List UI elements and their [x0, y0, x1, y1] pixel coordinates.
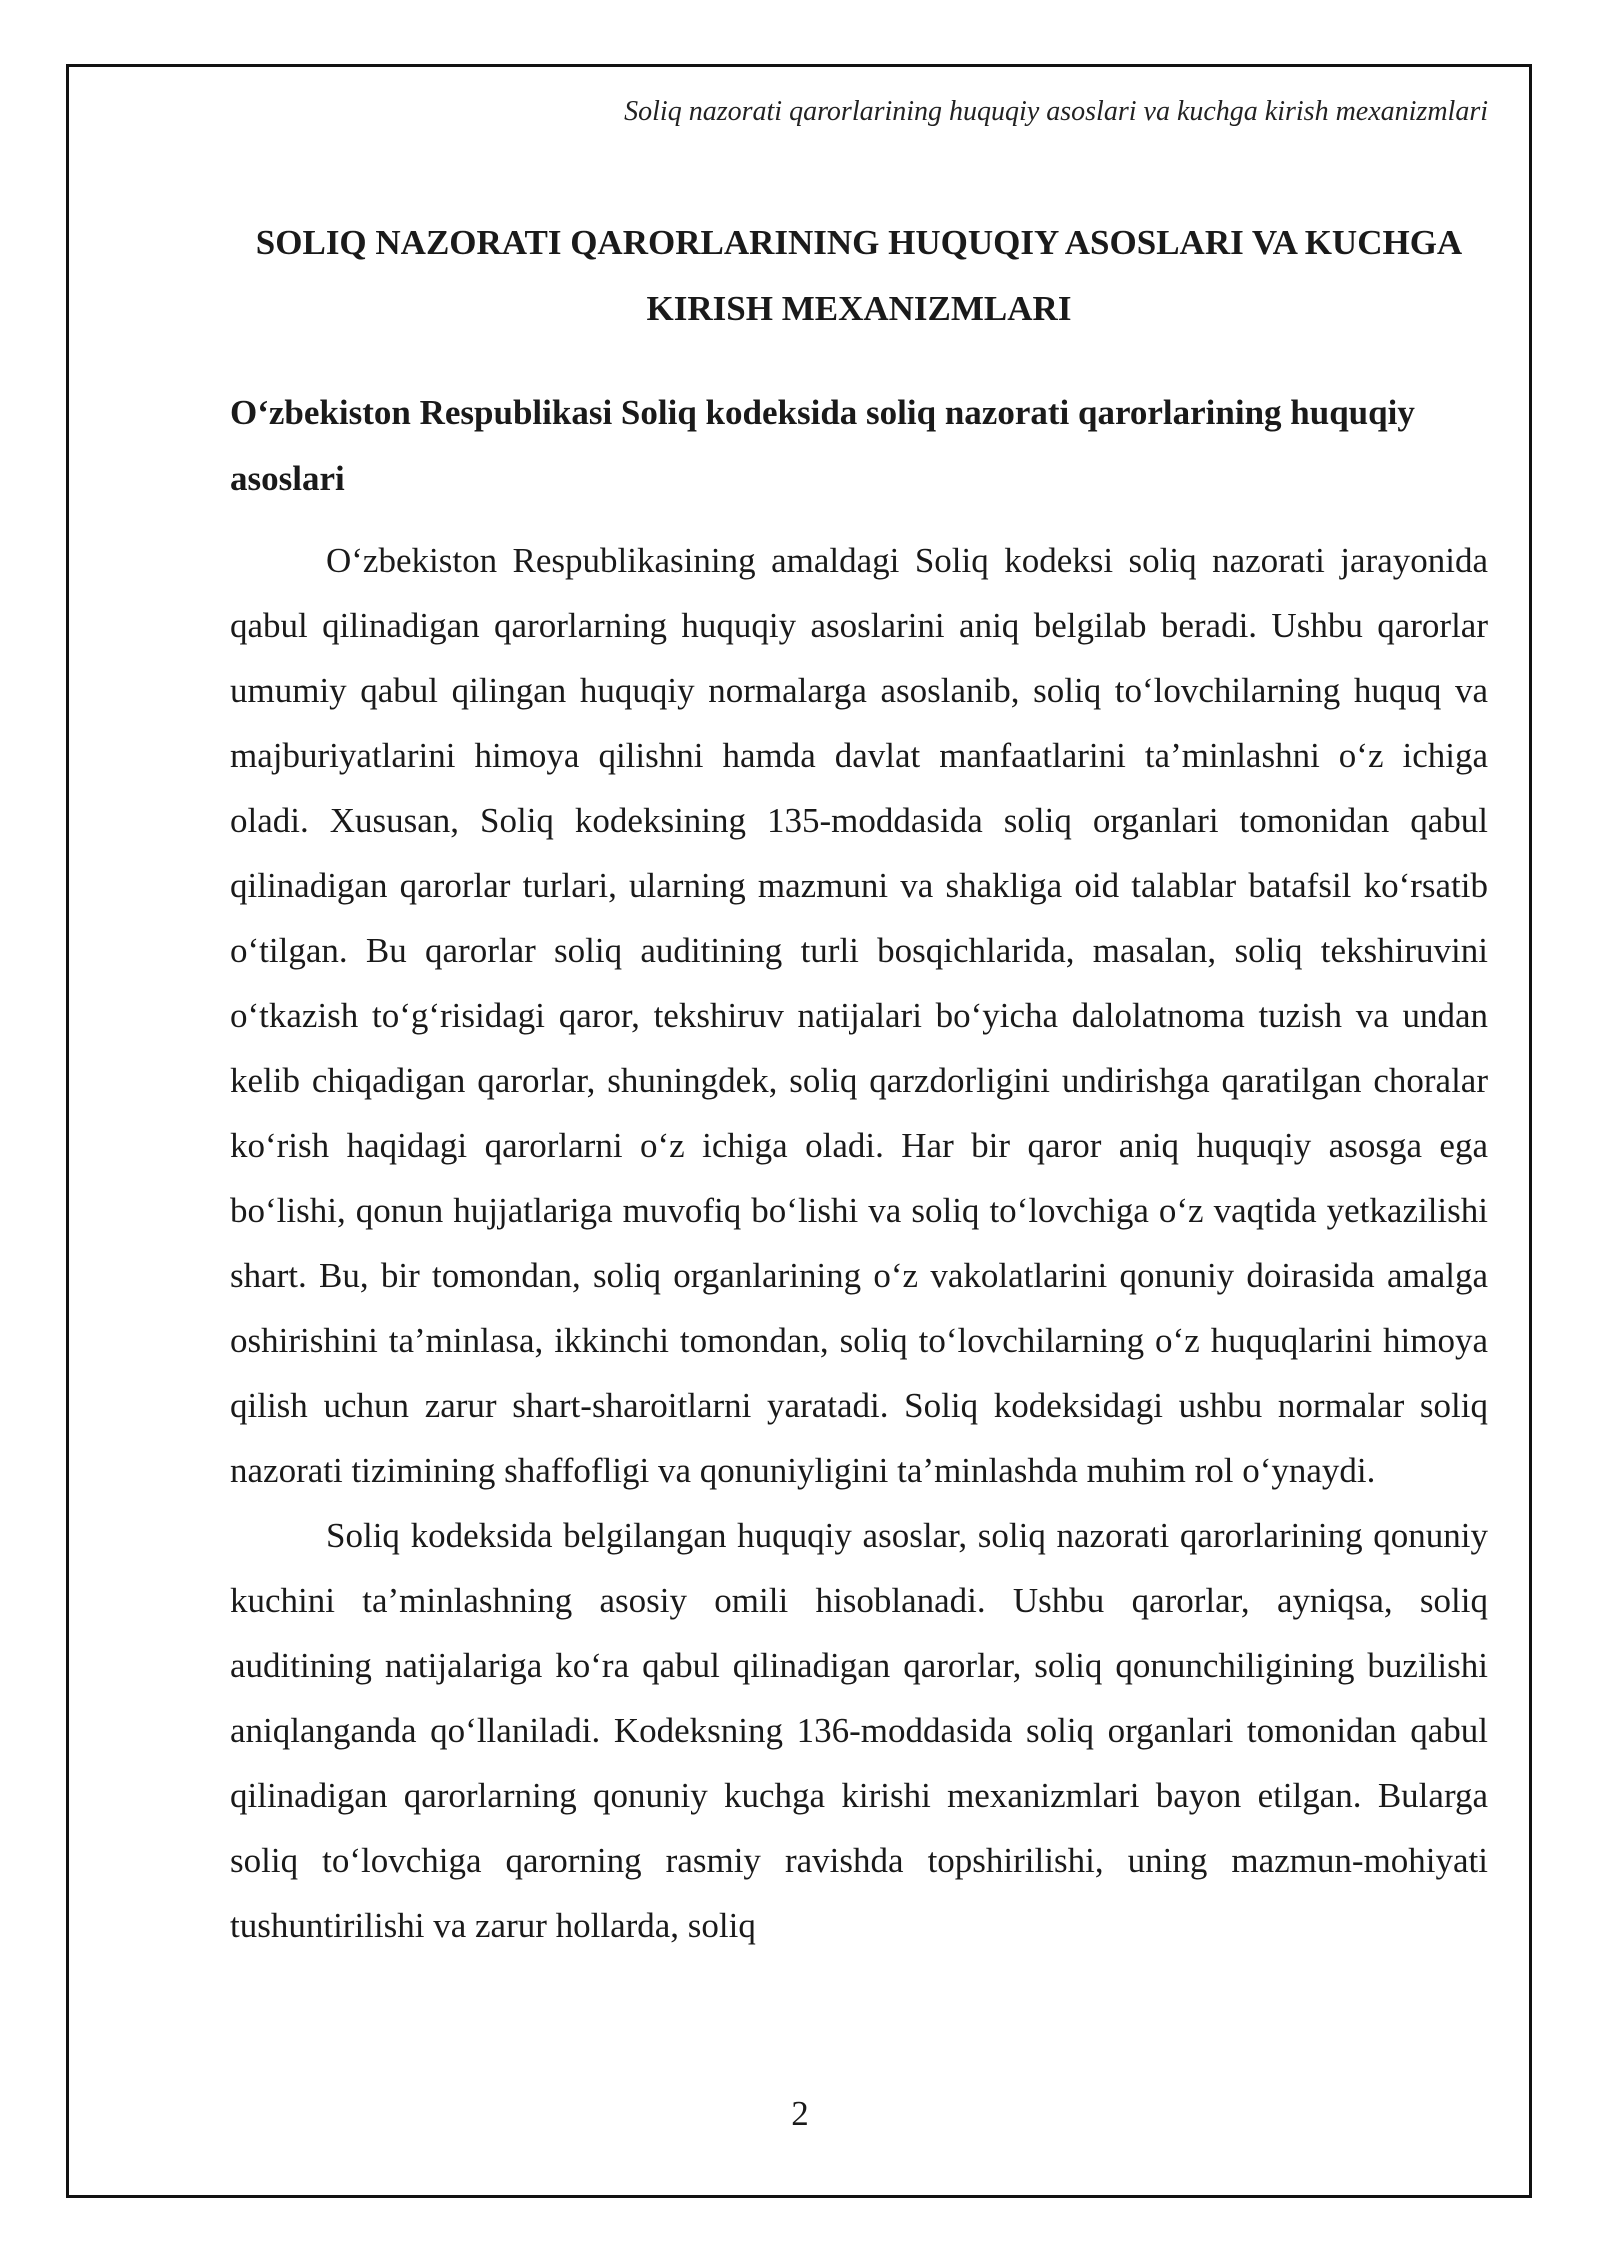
page-number: 2: [791, 2094, 809, 2133]
paragraph-1: O‘zbekiston Respublikasining amaldagi Soliq kodeksi soliq nazorati jarayonida qabul qilinadigan qarorlarning huquqiy asoslarini aniq belgilab beradi. Ushbu qarorlar umumiy qabul qilingan huquqiy normalarga asoslanib, soliq to‘lovchilarning huquq va majburiyatlarini himoya qilishni hamda davlat manfaatlarini ta’minlashni o‘z ichiga oladi. Xususan, Soliq kodeksining 135-moddasida soliq organlari tomonidan qabul qilinadigan qarorlar turlari, ularning mazmuni va shakliga oid talablar batafsil ko‘rsatib o‘tilgan. Bu qarorlar soliq auditining turli bosqichlarida, masalan, soliq tekshiruvini o‘tkazish to‘g‘risidagi qaror, tekshiruv natijalari bo‘yicha dalolatnoma tuzish va undan kelib chiqadigan qarorlar, shuningdek, soliq qarzdorligini undirishga qaratilgan choralar ko‘rish haqidagi qarorlarni o‘z ichiga oladi. Har bir qaror aniq huquqiy asosga ega bo‘lishi, qonun hujjatlariga muvofiq bo‘lishi va soliq to‘lovchiga o‘z vaqtida yetkazilishi shart. Bu, bir tomondan, soliq organlarining o‘z vakolatlarini qonuniy doirasida amalga oshirishini ta’minlasa, ikkinchi tomondan, soliq to‘lovchilarning o‘z huquqlarini himoya qilish uchun zarur shart-sharoitlarni yaratadi. Soliq kodeksidagi ushbu normalar soliq nazorati tizimining shaffofligi va qonuniyligini ta’minlashda muhim rol o‘ynaydi.: [230, 541, 1488, 1490]
document-title: SOLIQ NAZORATI QARORLARINING HUQUQIY ASOSLARI VA KUCHGA KIRISH MEXANIZMLARI: [255, 223, 1463, 328]
running-header: Soliq nazorati qarorlarining huquqiy asoslari va kuchga kirish mexanizmlari: [624, 96, 1488, 127]
paragraph-2: Soliq kodeksida belgilangan huquqiy asoslar, soliq nazorati qarorlarining qonuniy kuchini ta’minlashning asosiy omili hisoblanadi. Ushbu qarorlar, ayniqsa, soliq auditining natijalariga ko‘ra qabul qilinadigan qarorlar, soliq qonunchiligining buzilishi aniqlanganda qo‘llaniladi. Kodeksning 136-moddasida soliq organlari tomonidan qabul qilinadigan qarorlarning qonuniy kuchga kirishi mexanizmlari bayon etilgan. Bularga soliq to‘lovchiga qarorning rasmiy ravishda topshirilishi, uning mazmun-mohiyati tushuntirilishi va zarur hollarda, soliq: [230, 1516, 1488, 1945]
body-text: [230, 528, 1488, 1958]
section-heading: O‘zbekiston Respublikasi Soliq kodeksida soliq nazorati qarorlarining huquqiy asoslari: [230, 393, 1415, 498]
